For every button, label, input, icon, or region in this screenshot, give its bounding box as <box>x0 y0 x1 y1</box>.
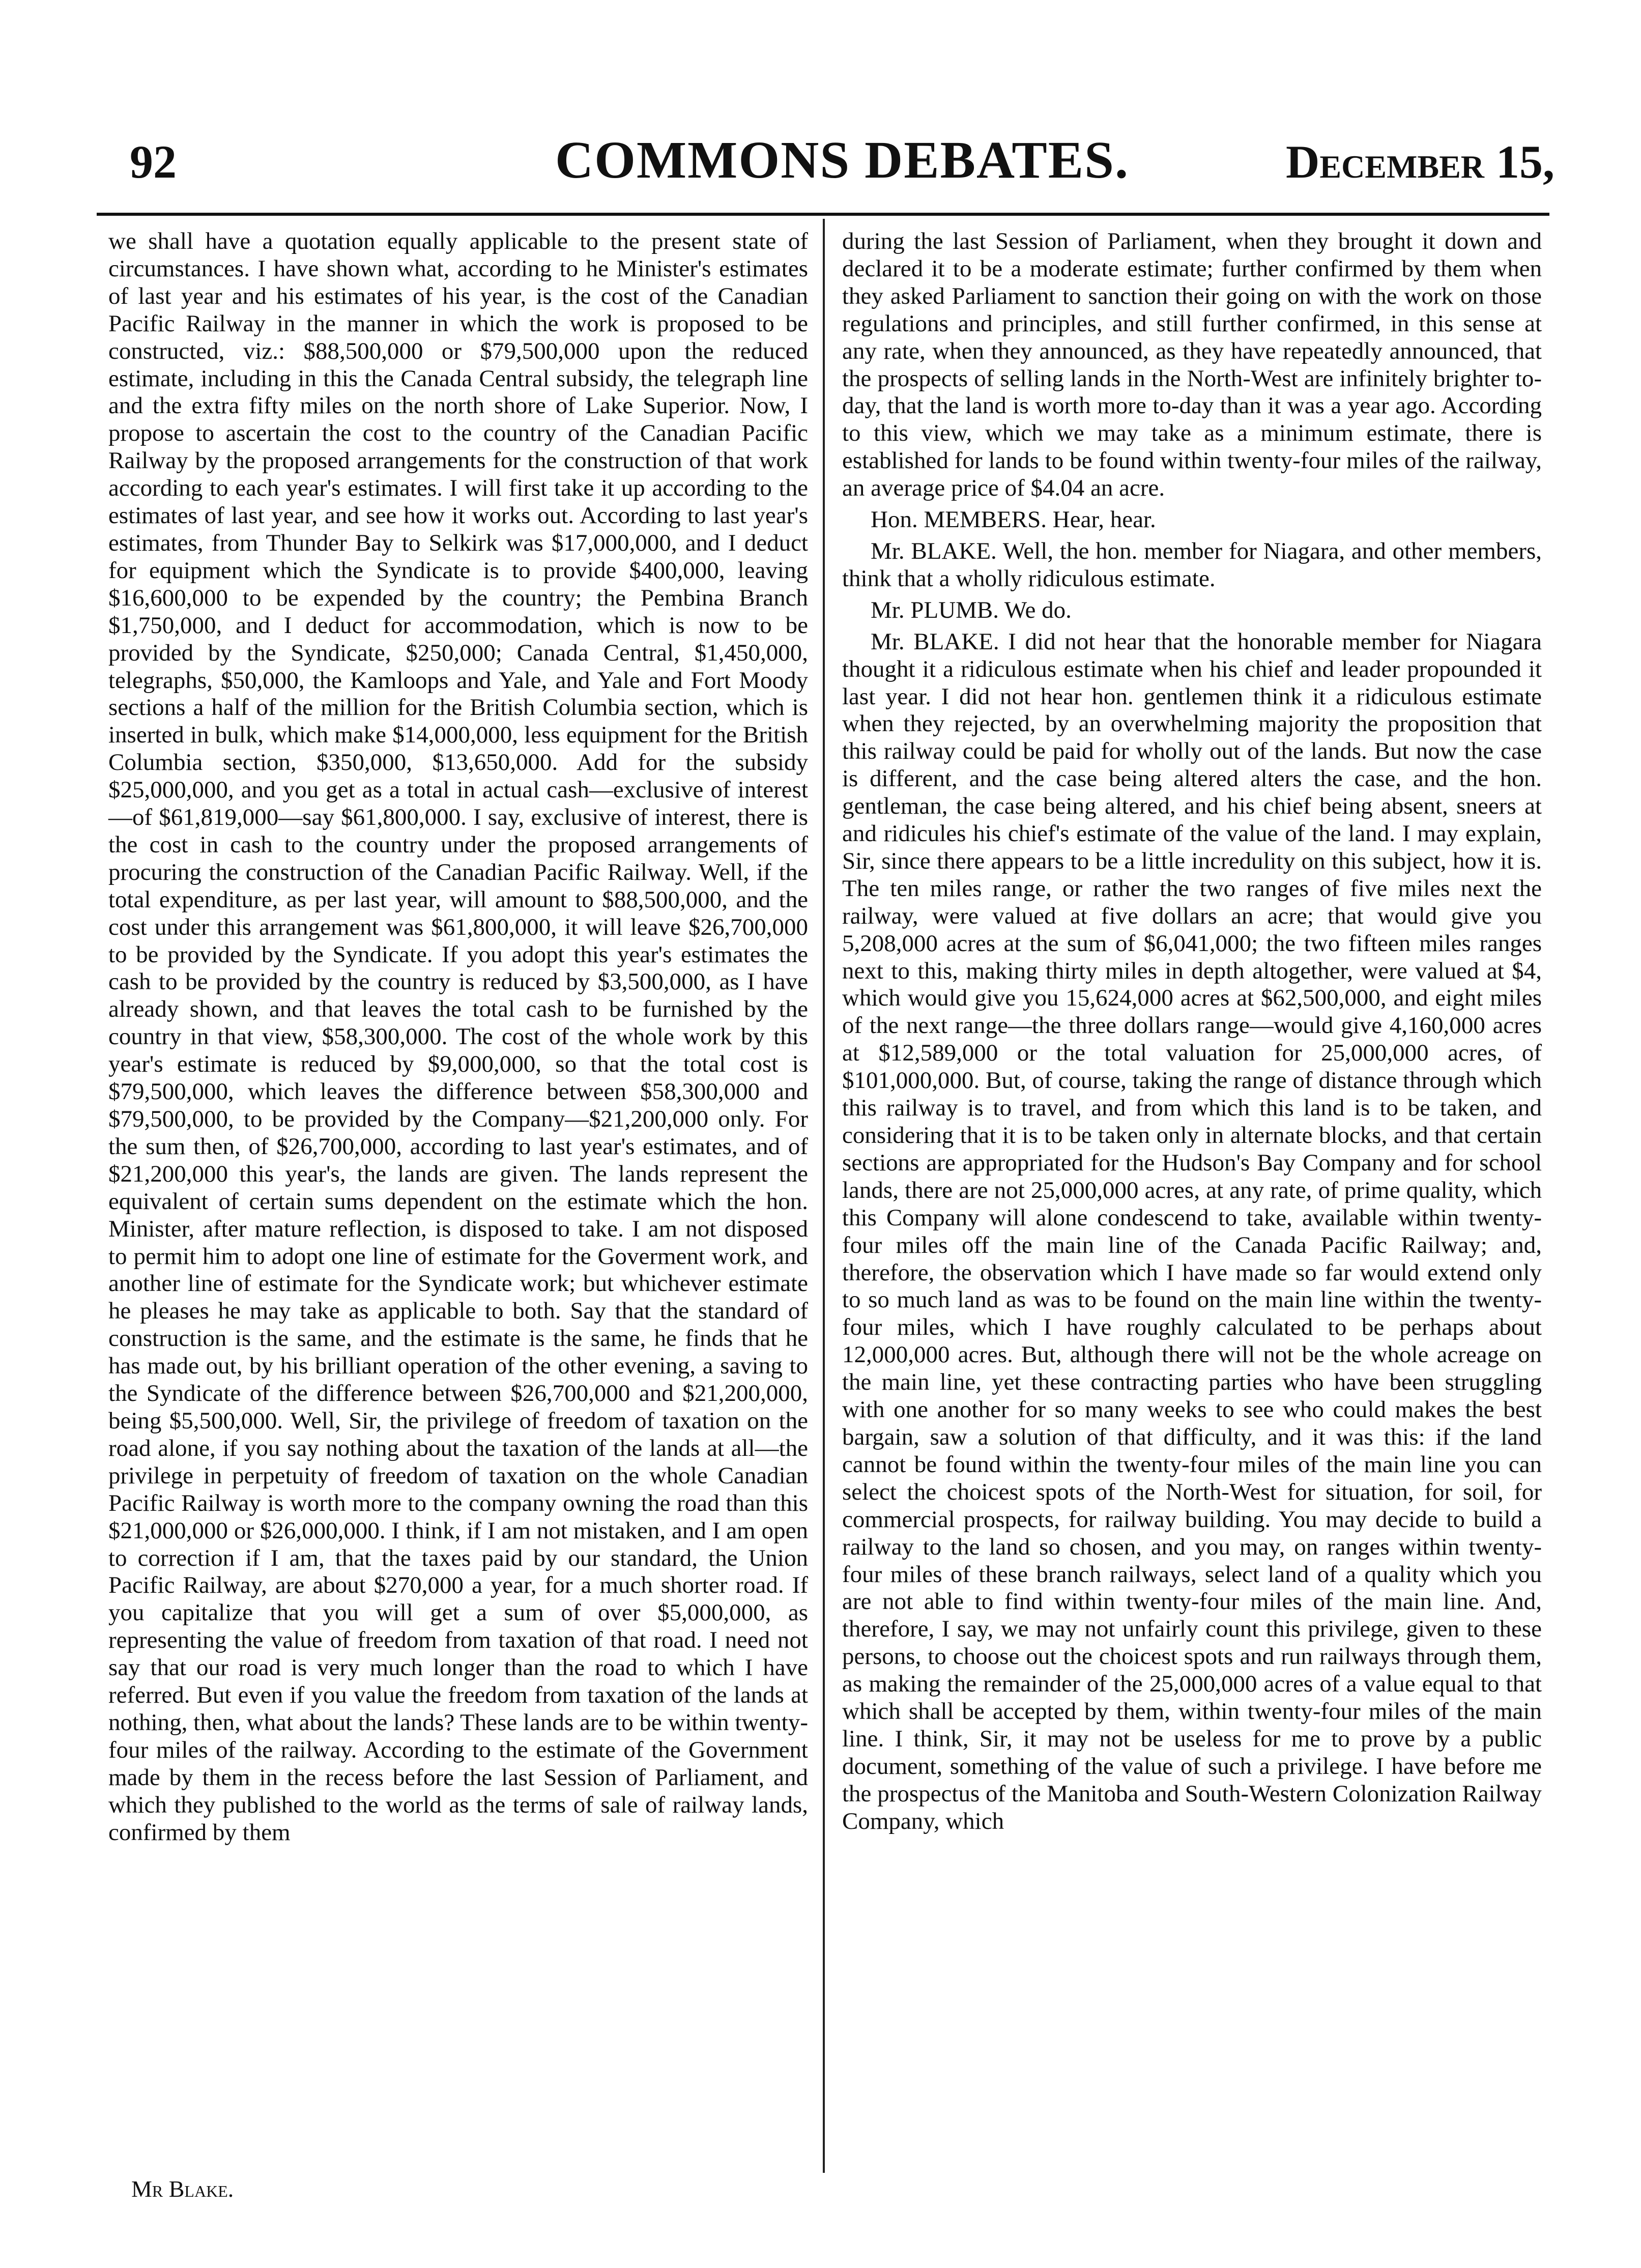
page-header <box>130 130 1554 196</box>
left-column <box>108 228 808 1846</box>
left-paragraph: we shall have a quotation equally applicable to the present state of circumstances. I have shown what, according to he Minister's estimates of last year and his estimates of his year, is the cost of the Canadian Pacific Railway in the manner in which the work is proposed to be constructed, viz.: $88,500,000 or $79,500,000 upon the reduced estimate, including in this the Canada Central subsidy, the telegraph line and the extra fifty miles on the north shore of Lake Superior. Now, I propose to ascertain the cost to the country of the Canadian Pacific Railway by the proposed arrangements for the construction of that work according to each year's estimates. I will first take it up according to the estimates of last year, and see how it works out. According to last year's estimates, from Thunder Bay to Selkirk was $17,000,000, and I deduct for equipment which the Syndicate is to provide $400,000, leaving $16,600,000 to be expended by the country; the Pembina Branch $1,750,000, and I deduct for accommodation, which is now to be provided by the Syndicate, $250,000; Canada Central, $1,450,000, telegraphs, $50,000, the Kamloops and Yale, and Yale and Fort Moody sections a half of the million for the British Columbia section, which is inserted in bulk, which make $14,000,000, less equipment for the British Columbia section, $350,000, $13,650,000. Add for the subsidy $25,000,000, and you get as a total in actual cash—exclusive of interest—of $61,819,000—say $61,800,000. I say, exclusive of interest, there is the cost in cash to the country under the proposed arrangements of procuring the construction of the Canadian Pacific Railway. Well, if the total expenditure, as per last year, will amount to $88,500,000, and the cost under this arrangement was $61,800,000, it will leave $26,700,000 to be provided by the Syndicate. If you adopt this year's estimates the cash to be provided by the country is reduced by $3,500,000, as I have already shown, and that leaves the total cash to be furnished by the country in that view, $58,300,000. The cost of the whole work by this year's estimate is reduced by $9,000,000, so that the total cost is $79,500,000, which leaves the difference between $58,300,000 and $79,500,000, to be provided by the Company—$21,200,000 only. For the sum then, of $26,700,000, according to last year's estimates, and of $21,200,000 this year's, the lands are given. The lands represent the equivalent of certain sums dependent on the estimate which the hon. Minister, after mature reflection, is disposed to take. I am not disposed to permit him to adopt one line of estimate for the Goverment work, and another line of estimate for the Syndicate work; but whichever estimate he pleases he may take as applicable to both. Say that the standard of construction is the same, and the estimate is the same, he finds that he has made out, by his brilliant operation of the other evening, a saving to the Syndicate of the difference between $26,700,000 and $21,200,000, being $5,500,000. Well, Sir, the privilege of freedom of taxation on the road alone, if you say nothing about the taxation of the lands at all—the privilege in perpetuity of freedom of taxation on the whole Canadian Pacific Railway is worth more to the company owning the road than this $21,000,000 or $26,000,000. I think, if I am not mistaken, and I am open to correction if I am, that the taxes paid by our standard, the Union Pacific Railway, are about $270,000 a year, for a much shorter road. If you capitalize that you will get a sum of over $5,000,000, as representing the value of freedom from taxation of that road. I need not say that our road is very much longer than the road to which I have referred. But even if you value the freedom from taxation of the lands at nothing, then, what about the lands? These lands are to be within twenty-four miles of the railway. According to the estimate of the Government made by them in the recess before the last Session of Parliament, and which they published to the world as the terms of sale of railway lands, confirmed by them <box>108 228 808 1846</box>
header-rule <box>97 213 1549 216</box>
footer-speaker: Mr Blake. <box>131 2176 234 2202</box>
running-title: COMMONS DEBATES. <box>555 131 1129 189</box>
header-date: December 15, <box>1285 136 1554 188</box>
column-divider <box>823 219 825 2173</box>
right-paragraph: Mr. BLAKE. Well, the hon. member for Niagara, and other members, think that a wholly ridiculous estimate. <box>842 537 1542 592</box>
right-paragraph: during the last Session of Parliament, when they brought it down and declared it to be a moderate estimate; further confirmed by them when they asked Parliament to sanction their going on with the work on those regulations and principles, and still further confirmed, in this sense at any rate, when they announced, as they have repeatedly announced, that the prospects of selling lands in the North-West are infinitely brighter to-day, that the land is worth more to-day than it was a year ago. According to this view, which we may take as a minimum estimate, there is established for lands to be found within twenty-four miles of the railway, an average price of $4.04 an acre. <box>842 228 1542 502</box>
right-paragraph: Hon. MEMBERS. Hear, hear. <box>871 506 1156 533</box>
right-column <box>842 228 1542 1835</box>
right-paragraph: Mr. PLUMB. We do. <box>871 596 1072 623</box>
right-paragraph: Mr. BLAKE. I did not hear that the honorable member for Niagara thought it a ridiculous estimate when his chief and leader propounded it last year. I did not hear hon. gentlemen think it a ridiculous estimate when they rejected, by an overwhelming majority the proposition that this railway could be paid for wholly out of the lands. But now the case is different, and the case being altered alters the case, and the hon. gentleman, the case being altered, and his chief being absent, sneers at and ridicules his chief's estimate of the value of the land. I may explain, Sir, since there appears to be a little incredulity on this subject, how it is. The ten miles range, or rather the two ranges of five miles next the railway, were valued at five dollars an acre; that would give you 5,208,000 acres at the sum of $6,041,000; the two fifteen miles ranges next to this, making thirty miles in depth altogether, were valued at $4, which would give you 15,624,000 acres at $62,500,000, and eight miles of the next range—the three dollars range—would give 4,160,000 acres at $12,589,000 or the total valuation for 25,000,000 acres, of $101,000,000. But, of course, taking the range of distance through which this railway is to travel, and from which this land is to be taken, and considering that it is to be taken only in alternate blocks, and that certain sections are appropriated for the Hudson's Bay Company and for school lands, there are not 25,000,000 acres, at any rate, of prime quality, which this Company will alone condescend to take, available within twenty-four miles off the main line of the Canada Pacific Railway; and, therefore, the observation which I have made so far would extend only to so much land as was to be found on the main line within the twenty-four miles, which I have roughly calculated to be perhaps about 12,000,000 acres. But, although there will not be the whole acreage on the main line, yet these contracting parties who have been struggling with one another for so many weeks to see who could makes the best bargain, saw a solution of that difficulty, and it was this: if the land cannot be found within the twenty-four miles of the main line you can select the choicest spots of the North-West for situation, for soil, for commercial prospects, for railway building. You may decide to build a railway to the land so chosen, and you may, on ranges within twenty-four miles of these branch railways, select land of a quality which you are not able to find within twenty-four miles of the main line. And, therefore, I say, we may not unfairly count this privilege, given to these persons, to choose out the choicest spots and run railways through them, as making the remainder of the 25,000,000 acres of a value equal to that which shall be accepted by them, within twenty-four miles of the main line. I think, Sir, it may not be useless for me to prove by a public document, something of the value of such a privilege. I have before me the prospectus of the Manitoba and South-Western Colonization Railway Company, which <box>842 628 1542 1834</box>
page-number: 92 <box>130 136 177 188</box>
